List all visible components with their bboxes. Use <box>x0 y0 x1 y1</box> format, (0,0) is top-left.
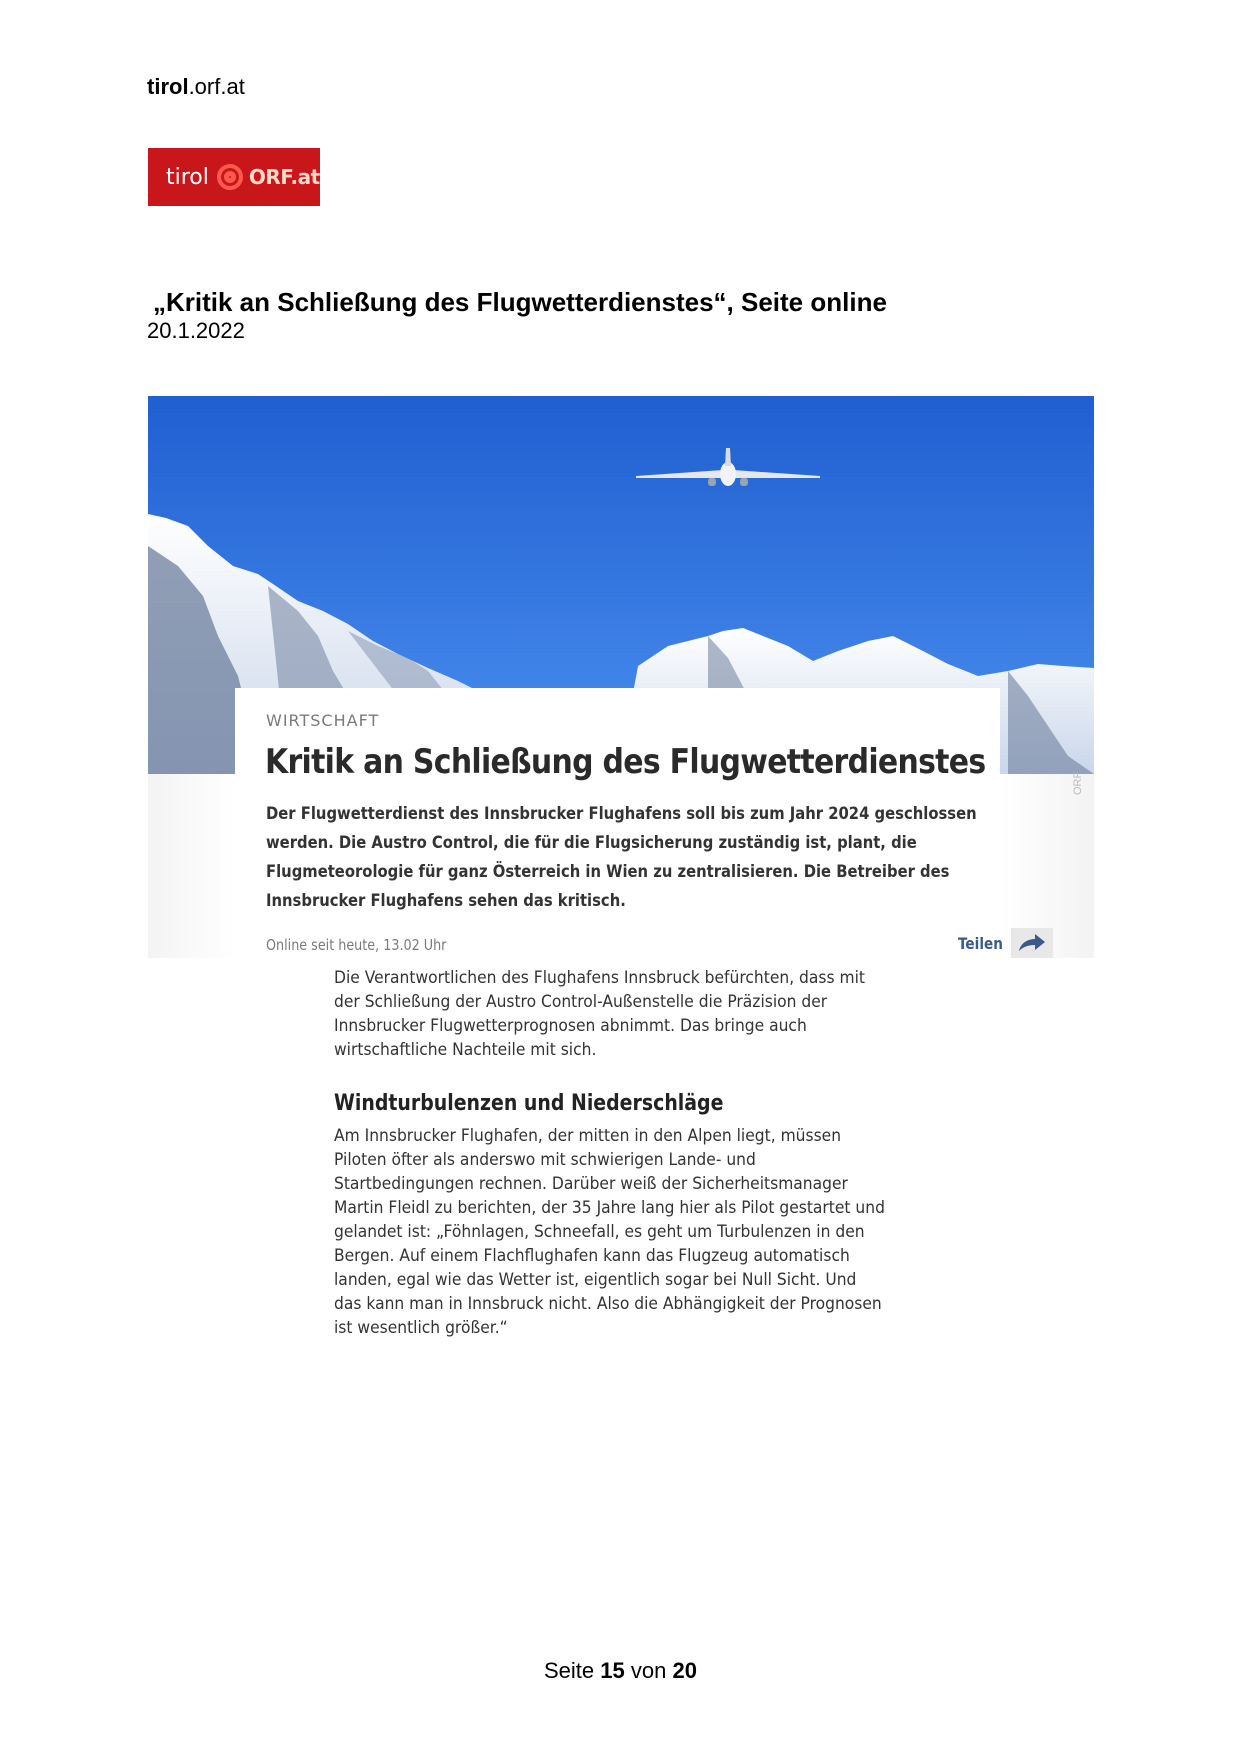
lead-line: werden. Die Austro Control, die für die Flugsicherung zuständig ist, plant, die <box>266 833 917 853</box>
document-title: „Kritik an Schließung des Flugwetterdienstes“, Seite online <box>153 287 887 317</box>
article-lead <box>266 800 977 916</box>
paragraph-line: Bergen. Auf einem Flachflughafen kann das Flugzeug automatisch <box>334 1246 850 1265</box>
paragraph-line: landen, egal wie das Wetter ist, eigentlich sogar bei Null Sicht. Und <box>334 1270 857 1289</box>
share-arrow-icon[interactable] <box>1011 928 1053 958</box>
footer-prefix: Seite <box>544 1658 595 1683</box>
page-footer <box>0 1658 1241 1684</box>
site-name-rest: .orf.at <box>188 74 245 99</box>
paragraph-line: wirtschaftliche Nachteile mit sich. <box>334 1040 597 1059</box>
site-name <box>147 74 245 100</box>
document-date: 20.1.2022 <box>147 318 245 343</box>
lead-line: Der Flugwetterdienst des Innsbrucker Flughafens soll bis zum Jahr 2024 geschlossen <box>266 804 977 824</box>
logo-text-left: tirol <box>166 164 209 190</box>
footer-middle: von <box>630 1658 667 1683</box>
share-button[interactable] <box>954 928 1053 958</box>
article-paragraph-2 <box>334 1124 924 1340</box>
lead-line: Innsbrucker Flughafens sehen das kritisch. <box>266 891 626 911</box>
paragraph-line: das kann man in Innsbruck nicht. Also die Abhängigkeit der Prognosen <box>334 1294 882 1313</box>
logo-text-right: ORF.at <box>248 165 320 189</box>
orf-eye-icon <box>217 164 243 190</box>
footer-total-pages: 20 <box>672 1658 697 1683</box>
paragraph-line: Piloten öfter als anderswo mit schwierigen Lande- und <box>334 1150 756 1169</box>
paragraph-line: Martin Fleidl zu berichten, der 35 Jahre lang hier als Pilot gestartet und <box>334 1198 885 1217</box>
paragraph-line: Innsbrucker Flugwetterprognosen abnimmt. Das bringe auch <box>334 1016 807 1035</box>
article-headline: Kritik an Schließung des Flugwetterdienstes <box>265 742 986 782</box>
article-subheading: Windturbulenzen und Niederschläge <box>334 1091 724 1116</box>
share-label[interactable]: Teilen <box>957 933 1003 953</box>
photo-credit: ORF <box>1072 771 1084 795</box>
site-name-bold: tirol <box>147 74 189 99</box>
paragraph-line: Die Verantwortlichen des Flughafens Innsbruck befürchten, dass mit <box>334 968 865 987</box>
tirol-orf-logo <box>148 148 320 206</box>
lead-line: Flugmeteorologie für ganz Österreich in Wien zu zentralisieren. Die Betreiber des <box>266 862 950 882</box>
article-rubric[interactable]: WIRTSCHAFT <box>266 711 380 730</box>
article-timestamp: Online seit heute, 13.02 Uhr <box>266 936 447 954</box>
paragraph-line: Startbedingungen rechnen. Darüber weiß der Sicherheitsmanager <box>334 1174 848 1193</box>
paragraph-line: ist wesentlich größer.“ <box>334 1318 508 1337</box>
paragraph-line: der Schließung der Austro Control-Außenstelle die Präzision der <box>334 992 828 1011</box>
footer-page-number: 15 <box>600 1658 625 1683</box>
paragraph-line: gelandet ist: „Föhnlagen, Schneefall, es geht um Turbulenzen in den <box>334 1222 865 1241</box>
paragraph-line: Am Innsbrucker Flughafen, der mitten in den Alpen liegt, müssen <box>334 1126 842 1145</box>
card-shadow-left <box>148 774 235 958</box>
article-paragraph-1 <box>334 966 924 1062</box>
